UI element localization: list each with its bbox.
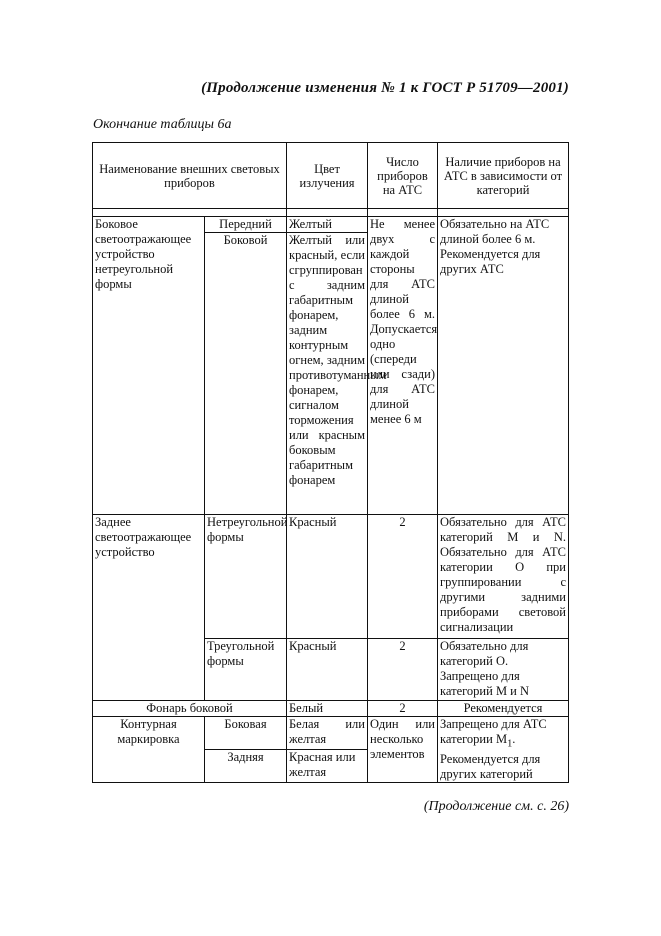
header-name: Наименование внешних световых приборов — [93, 143, 287, 209]
rear-reflector-nontriangle-presence: Обязательно для АТС категорий М и N. Обязательно для АТС категории О при группировании с другими задними приборами световой сигнализации — [438, 515, 569, 639]
lighting-devices-table — [92, 142, 569, 783]
contour-presence-text-a: Запрещено для АТС категории М — [440, 717, 547, 746]
rear-reflector-nontriangle-count: 2 — [368, 515, 438, 639]
side-reflector-front: Передний — [205, 217, 287, 233]
table-row — [93, 701, 569, 717]
side-reflector-front-color: Желтый — [287, 217, 368, 233]
rear-reflector-triangle-color: Красный — [287, 639, 368, 701]
side-reflector-side: Боковой — [205, 233, 287, 515]
header-presence: Наличие приборов на АТС в зависимости от категорий — [438, 143, 569, 209]
contour-presence — [438, 717, 569, 783]
continuation-footer: (Продолжение см. с. 26) — [423, 799, 569, 814]
contour-side-color: Белая или желтая — [287, 717, 368, 750]
side-reflector-side-color: Желтый или красный, если сгруппирован с задним габаритным фонарем, задним контурным огнем, задним противотуманным фонарем, сигналом торможения или красным боковым габаритным фонарем — [287, 233, 368, 515]
table-subtitle: Окончание таблицы 6а — [93, 117, 232, 132]
rear-reflector-nontriangle-color: Красный — [287, 515, 368, 639]
rear-reflector-nontriangle: Нетреугольной формы — [205, 515, 287, 639]
side-lamp-count: 2 — [368, 701, 438, 717]
contour-rear-color: Красная или желтая — [287, 749, 368, 782]
side-reflector-count: Не менее двух с каждой стороны для АТС длиной более 6 м. Допускается одно (спереди или сзади) для АТС длиной менее 6 м — [368, 217, 438, 515]
table-row — [93, 217, 569, 233]
rear-reflector-name: Заднее светоотражающее устройство — [93, 515, 205, 701]
rear-reflector-triangle: Треугольной формы — [205, 639, 287, 701]
side-reflector-presence: Обязательно на АТС длиной более 6 м. Рекомендуется для других АТС — [438, 217, 569, 515]
contour-rear: Задняя — [205, 749, 287, 782]
header-color: Цвет излучения — [287, 143, 368, 209]
contour-name: Контурная маркировка — [93, 717, 205, 783]
side-reflector-name: Боковое светоотражающее устройство нетреугольной формы — [93, 217, 205, 515]
contour-presence-text-b: . Рекомендуется для других категорий — [440, 732, 541, 781]
table-row — [93, 515, 569, 639]
side-lamp-presence: Рекомендуется — [438, 701, 569, 717]
rear-reflector-triangle-presence: Обязательно для категорий О. Запрещено для категорий М и N — [438, 639, 569, 701]
continuation-header: (Продолжение изменения № 1 к ГОСТ Р 51709—2001) — [201, 80, 569, 96]
contour-count: Один или несколько элементов — [368, 717, 438, 783]
contour-presence-subscript: 1 — [507, 738, 513, 750]
side-lamp-name: Фонарь боковой — [93, 701, 287, 717]
contour-side: Боковая — [205, 717, 287, 750]
header-count: Число приборов на АТС — [368, 143, 438, 209]
rear-reflector-triangle-count: 2 — [368, 639, 438, 701]
side-lamp-color: Белый — [287, 701, 368, 717]
table-row — [93, 717, 569, 750]
table-header-row — [93, 143, 569, 209]
